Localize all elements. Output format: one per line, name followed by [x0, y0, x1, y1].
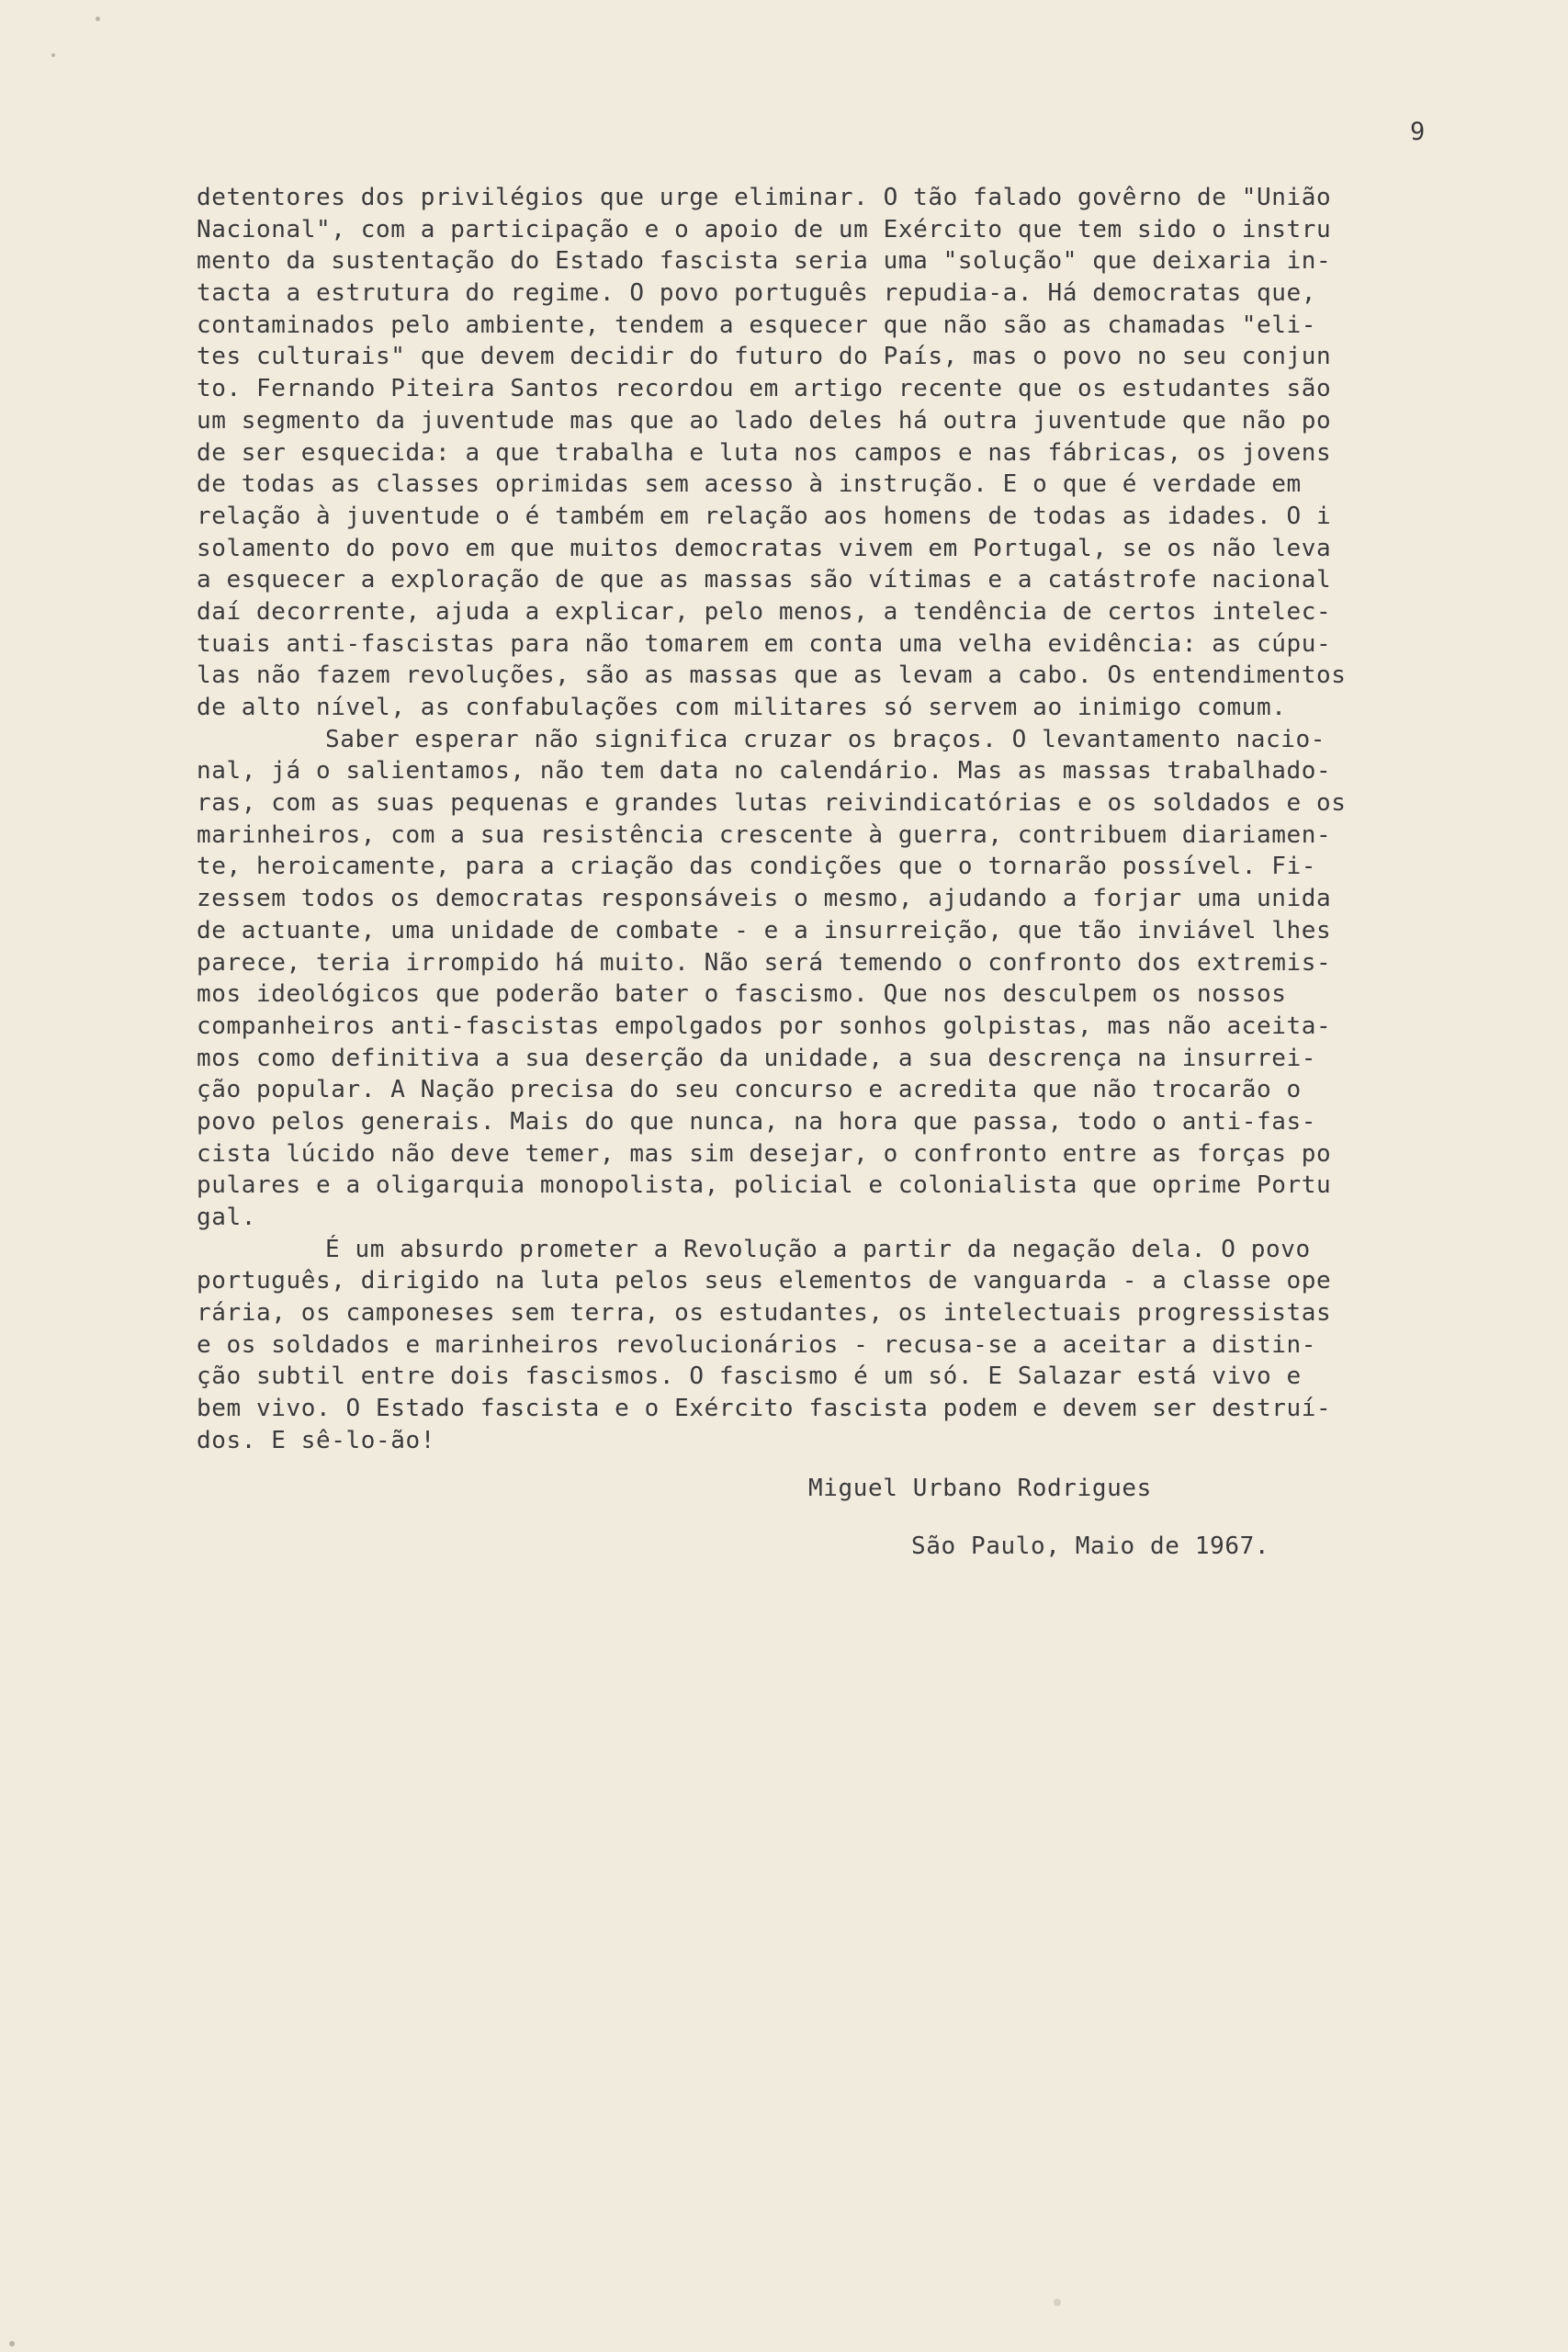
text-line: de todas as classes oprimidas sem acesso à instrução. E o que é verdade em	[197, 470, 1302, 499]
text-line: nal, já o salientamos, não tem data no calendário. Mas as massas trabalhado-	[197, 757, 1332, 786]
author-signature: Miguel Urbano Rodrigues	[808, 1475, 1152, 1502]
text-line: solamento do povo em que muitos democratas vivem em Portugal, se os não leva	[197, 534, 1332, 562]
text-line: tacta a estrutura do regime. O povo português repudia-a. Há democratas que,	[197, 279, 1316, 308]
paper-speck	[51, 53, 55, 57]
text-line: marinheiros, com a sua resistência crescente à guerra, contribuem diariamen-	[197, 820, 1332, 849]
text-line: zessem todos os democratas responsáveis o mesmo, ajudando a forjar uma unida	[197, 885, 1332, 913]
page-number: 9	[1410, 118, 1426, 146]
text-line: a esquecer a exploração de que as massas são vítimas e a catástrofe nacional	[197, 566, 1332, 594]
text-line: gal.	[197, 1204, 257, 1231]
text-line: Nacional", com a participação e o apoio de um Exército que tem sido o instru	[197, 215, 1332, 243]
text-line: e os soldados e marinheiros revolucionários - recusa-se a aceitar a distin-	[197, 1330, 1316, 1359]
text-line: cista lúcido não deve temer, mas sim desejar, o confronto entre as forças po	[197, 1139, 1332, 1168]
text-line: pulares e a oligarquia monopolista, policial e colonialista que oprime Portu	[197, 1171, 1332, 1200]
text-line: las não fazem revoluções, são as massas que as levam a cabo. Os entendimentos	[197, 662, 1347, 690]
text-line: mento da sustentação do Estado fascista seria uma "solução" que deixaria in-	[197, 247, 1332, 276]
text-line: mos ideológicos que poderão bater o fascismo. Que nos desculpem os nossos	[197, 980, 1287, 1009]
text-line: Saber esperar não significa cruzar os braços. O levantamento nacio-	[325, 725, 1325, 753]
text-line: ção popular. A Nação precisa do seu concurso e acredita que não trocarão o	[197, 1076, 1302, 1104]
text-line: to. Fernando Piteira Santos recordou em artigo recente que os estudantes são	[197, 375, 1332, 403]
text-line: tes culturais" que devem decidir do futuro do País, mas o povo no seu conjun	[197, 343, 1332, 371]
text-line: daí decorrente, ajuda a explicar, pelo menos, a tendência de certos intelec-	[197, 597, 1332, 626]
text-line: companheiros anti-fascistas empolgados por sonhos golpistas, mas não aceita-	[197, 1012, 1332, 1040]
paper-speck	[1054, 2299, 1061, 2306]
text-line: bem vivo. O Estado fascista e o Exército fascista podem e devem ser destruí-	[197, 1395, 1332, 1423]
body-text	[197, 182, 1446, 1457]
paper-speck	[96, 17, 100, 21]
text-line: parece, teria irrompido há muito. Não será temendo o confronto dos extremis-	[197, 948, 1332, 977]
text-line: tuais anti-fascistas para não tomarem em conta uma velha evidência: as cúpu-	[197, 629, 1332, 658]
text-line: mos como definitiva a sua deserção da unidade, a sua descrença na insurrei-	[197, 1044, 1316, 1072]
text-line: contaminados pelo ambiente, tendem a esquecer que não são as chamadas "eli-	[197, 311, 1316, 339]
text-line: ras, com as suas pequenas e grandes lutas reivindicatórias e os soldados e os	[197, 789, 1347, 818]
place-and-date: São Paulo, Maio de 1967.	[911, 1532, 1270, 1560]
text-line: povo pelos generais. Mais do que nunca, na hora que passa, todo o anti-fas-	[197, 1107, 1316, 1136]
text-line: te, heroicamente, para a criação das condições que o tornarão possível. Fi-	[197, 853, 1316, 881]
text-line: português, dirigido na luta pelos seus elementos de vanguarda - a classe ope	[197, 1267, 1332, 1295]
text-line: de actuante, uma unidade de combate - e a insurreição, que tão inviável lhes	[197, 916, 1332, 944]
text-line: de alto nível, as confabulações com militares só servem ao inimigo comum.	[197, 694, 1287, 721]
text-line: um segmento da juventude mas que ao lado deles há outra juventude que não po	[197, 406, 1332, 435]
text-line: ção subtil entre dois fascismos. O fascismo é um só. E Salazar está vivo e	[197, 1363, 1302, 1391]
text-line: É um absurdo prometer a Revolução a partir da negação dela. O povo	[325, 1235, 1311, 1263]
text-line: de ser esquecida: a que trabalha e luta nos campos e nas fábricas, os jovens	[197, 438, 1332, 467]
paper-speck	[9, 2341, 15, 2346]
text-line: relação à juventude o é também em relação aos homens de todas as idades. O i	[197, 502, 1332, 530]
text-line: rária, os camponeses sem terra, os estudantes, os intelectuais progressistas	[197, 1299, 1332, 1328]
text-line: detentores dos privilégios que urge eliminar. O tão falado govêrno de "União	[197, 184, 1332, 211]
text-line: dos. E sê-lo-ão!	[197, 1426, 436, 1454]
